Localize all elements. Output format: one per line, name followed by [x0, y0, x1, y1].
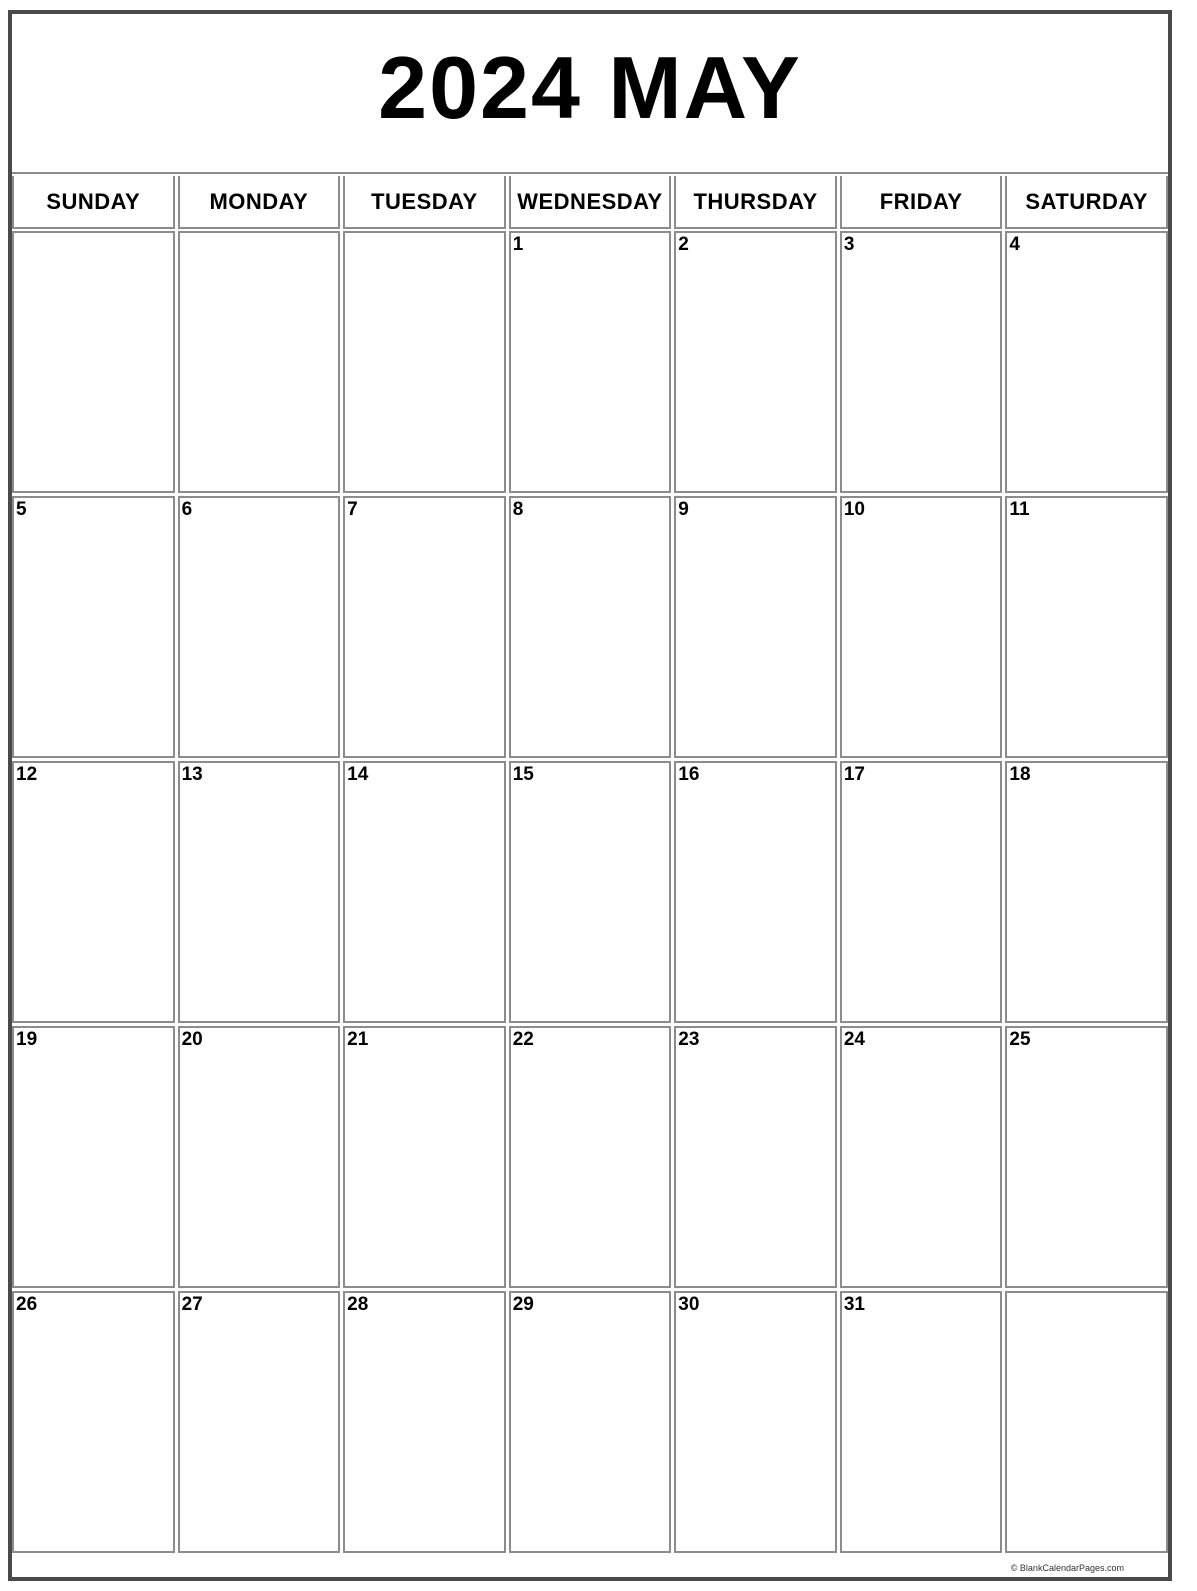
day-cell — [12, 1026, 175, 1288]
day-number: 3 — [843, 234, 855, 255]
day-cell — [343, 1026, 506, 1288]
page-title: 2024 MAY — [378, 38, 802, 137]
weekday-thursday: THURSDAY — [674, 176, 837, 229]
day-number: 25 — [1009, 1029, 1031, 1050]
day-number: 16 — [678, 764, 700, 785]
weeks-grid — [12, 231, 1168, 1553]
day-number: 23 — [678, 1029, 700, 1050]
day-number: 7 — [347, 499, 358, 520]
day-number: 13 — [181, 764, 203, 785]
day-cell — [343, 496, 506, 758]
day-number: 5 — [16, 499, 27, 520]
day-cell — [674, 761, 837, 1023]
day-number: 24 — [843, 1029, 865, 1050]
day-cell — [343, 231, 506, 493]
day-cell — [1005, 1026, 1168, 1288]
weekday-friday: FRIDAY — [840, 176, 1003, 229]
day-number: 29 — [512, 1294, 534, 1315]
day-cell — [509, 496, 672, 758]
day-cell — [509, 231, 672, 493]
day-number: 21 — [347, 1029, 369, 1050]
day-number: 26 — [16, 1294, 38, 1315]
day-number: 8 — [512, 499, 524, 520]
day-cell — [840, 1291, 1003, 1553]
day-cell — [1005, 1291, 1168, 1553]
day-number: 18 — [1009, 764, 1031, 785]
day-cell — [12, 231, 175, 493]
day-number: 10 — [843, 499, 865, 520]
calendar-grid — [12, 176, 1168, 1553]
day-cell — [840, 761, 1003, 1023]
weekday-wednesday: WEDNESDAY — [509, 176, 672, 229]
day-number: 19 — [16, 1029, 38, 1050]
day-cell — [509, 1291, 672, 1553]
day-cell — [674, 1291, 837, 1553]
day-number: 1 — [512, 234, 524, 255]
day-cell — [840, 1026, 1003, 1288]
day-cell — [178, 231, 341, 493]
day-cell — [840, 496, 1003, 758]
day-cell — [1005, 761, 1168, 1023]
day-cell — [178, 496, 341, 758]
day-number: 11 — [1009, 499, 1030, 520]
day-cell — [178, 1291, 341, 1553]
day-cell — [509, 1026, 672, 1288]
day-cell — [178, 761, 341, 1023]
day-cell — [674, 496, 837, 758]
day-number: 17 — [843, 764, 865, 785]
day-number: 14 — [347, 764, 369, 785]
day-number: 20 — [181, 1029, 203, 1050]
weekday-tuesday: TUESDAY — [343, 176, 506, 229]
day-cell — [12, 761, 175, 1023]
day-cell — [674, 231, 837, 493]
weekday-sunday: SUNDAY — [12, 176, 175, 229]
day-cell — [1005, 496, 1168, 758]
day-number: 22 — [512, 1029, 534, 1050]
day-cell — [509, 761, 672, 1023]
day-number: 9 — [678, 499, 689, 520]
day-number: 15 — [512, 764, 534, 785]
day-number: 2 — [678, 234, 689, 255]
day-cell — [12, 1291, 175, 1553]
day-cell — [12, 496, 175, 758]
calendar-frame — [8, 10, 1172, 1581]
day-cell — [674, 1026, 837, 1288]
weekday-saturday: SATURDAY — [1005, 176, 1168, 229]
weekday-header-row — [12, 176, 1168, 229]
day-number: 6 — [181, 499, 193, 520]
day-cell — [840, 231, 1003, 493]
day-number: 4 — [1009, 234, 1020, 255]
day-number: 31 — [843, 1294, 865, 1315]
title-box — [12, 14, 1168, 174]
day-number: 30 — [678, 1294, 700, 1315]
weekday-monday: MONDAY — [178, 176, 341, 229]
day-cell — [343, 761, 506, 1023]
day-cell — [178, 1026, 341, 1288]
day-number: 27 — [181, 1294, 203, 1315]
day-cell — [1005, 231, 1168, 493]
day-number: 12 — [16, 764, 38, 785]
day-cell — [343, 1291, 506, 1553]
day-number: 28 — [347, 1294, 369, 1315]
credit-text: © BlankCalendarPages.com — [1010, 1563, 1124, 1573]
